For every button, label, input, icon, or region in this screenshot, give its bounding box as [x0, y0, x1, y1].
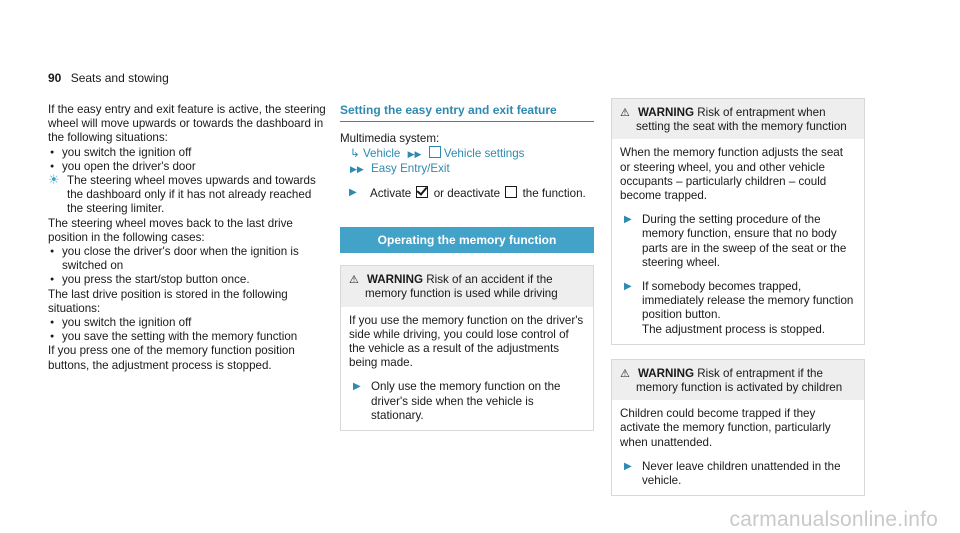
warning-box [340, 265, 594, 431]
page-number: 90 [48, 71, 62, 85]
step-arrow-icon: ▶ [349, 186, 357, 198]
warning-box [611, 359, 865, 496]
column-left [48, 103, 328, 373]
warning-title: Risk of entrapment if the memory function is activated by children [636, 366, 843, 395]
warning-text: Children could become trapped if they activate the memory function, particularly when unattended. [620, 407, 831, 449]
info-lightbulb-icon: ☀ [48, 172, 60, 188]
checkbox-empty-icon [505, 186, 517, 198]
warning-body [612, 400, 864, 495]
warning-body [612, 139, 864, 343]
list-item: ● you close the driver's door when the ignition is switched on [48, 245, 328, 273]
warning-triangle-icon: ⚠ [620, 367, 630, 380]
box-title: Operating the memory function [340, 227, 594, 253]
warning-title: Risk of an accident if the memory function is used while driving [365, 273, 558, 301]
situation-list [48, 146, 328, 174]
section-title: Setting the easy entry and exit feature [340, 103, 594, 122]
warning-triangle-icon: ⚠ [620, 107, 630, 119]
warning-box [611, 98, 865, 345]
warning-step: ▶ During the setting procedure of the memory function, ensure that no body parts are in the sweep of the seat or the steering wheel. [624, 213, 847, 269]
checkbox-checked-icon [416, 186, 428, 198]
step-arrow-icon: ▶ [624, 281, 632, 293]
list-item: ● you save the setting with the memory function [48, 330, 328, 344]
column-middle [340, 103, 594, 431]
warning-label: WARNING [638, 106, 695, 119]
list-item: ● you open the driver's door [48, 160, 328, 174]
menu-path [340, 146, 594, 161]
paragraph: The steering wheel moves back to the last drive position in the following cases: [48, 216, 293, 244]
warning-triangle-icon: ⚠ [349, 274, 359, 287]
settings-icon [429, 146, 441, 158]
warning-step: ▶ Only use the memory function on the driver's side when the vehicle is stationary. [353, 380, 561, 422]
stored-list [48, 316, 328, 344]
path-item: Easy Entry/Exit [371, 161, 450, 175]
note-block [48, 174, 328, 217]
warning-text: When the memory function adjusts the seat or steering wheel, you and other vehicle occupants – particularly children – could become trapped. [620, 146, 843, 203]
warning-header [612, 99, 864, 139]
multimedia-label: Multimedia system: [340, 132, 440, 146]
warning-body [341, 307, 593, 430]
path-item: Vehicle [362, 147, 401, 161]
page-header [48, 71, 169, 85]
list-item: ● you switch the ignition off [48, 146, 328, 160]
activate-step: ▶ Activate or deactivate the function. [349, 186, 586, 200]
list-item: ● you press the start/stop button once. [48, 273, 328, 287]
warning-header [341, 266, 593, 306]
path-arrow-icon: ↳ [350, 147, 360, 161]
warning-text: If you use the memory function on the driver's side while driving, you could lose control of the vehicle as a result of the adjustments being made. [349, 313, 584, 370]
path-item: Vehicle settings [443, 147, 525, 161]
double-chevron-icon: ▶▶ [350, 163, 364, 174]
column-right [611, 98, 865, 496]
section-name: Seats and stowing [70, 71, 169, 85]
list-item: ● you switch the ignition off [48, 316, 328, 330]
warning-step: ▶ If somebody becomes trapped, immediately release the memory function position button. The adjustment process is stopped. [624, 280, 854, 336]
intro-paragraph: If the easy entry and exit feature is active, the steering wheel will move upwards or towards the dashboard in the following situations: [48, 103, 326, 145]
warning-title: Risk of entrapment when setting the seat with the memory function [636, 106, 847, 134]
double-chevron-icon: ▶▶ [407, 149, 422, 160]
warning-label: WARNING [638, 366, 695, 380]
menu-path-cont [340, 162, 594, 176]
step-arrow-icon: ▶ [624, 460, 632, 472]
step-arrow-icon: ▶ [624, 214, 632, 226]
note-text: The steering wheel moves upwards and towards the dashboard only if it has not already reached the steering limiter. [67, 174, 316, 216]
warning-label: WARNING [367, 273, 424, 287]
warning-step: ▶ Never leave children unattended in the vehicle. [624, 459, 841, 488]
warning-header [612, 360, 864, 400]
cases-list [48, 245, 328, 288]
paragraph: If you press one of the memory function position buttons, the adjustment process is stopped. [48, 344, 295, 372]
paragraph: The last drive position is stored in the following situations: [48, 287, 288, 315]
watermark: carmanualsonline.info [729, 507, 938, 531]
memory-box [340, 227, 594, 431]
step-arrow-icon: ▶ [353, 381, 361, 393]
